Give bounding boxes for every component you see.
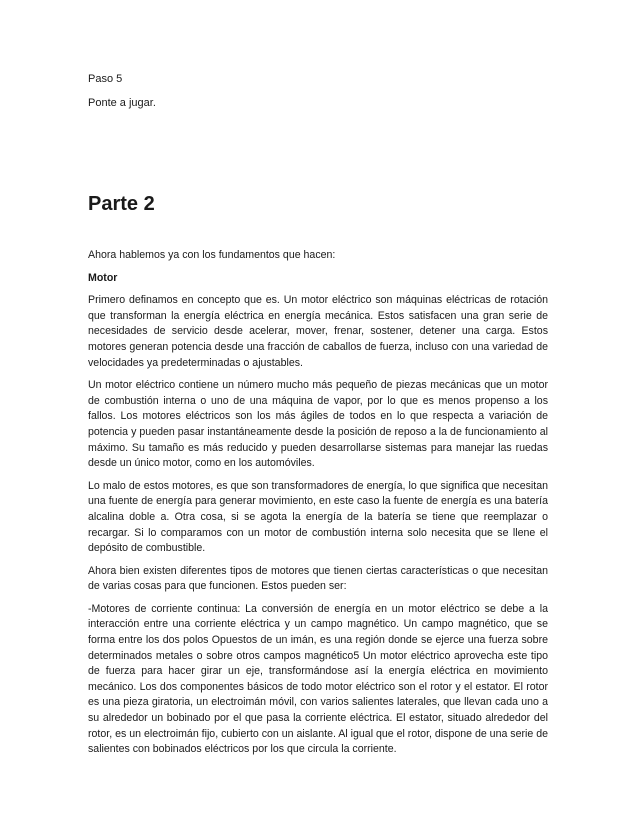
paragraph-components: Un motor eléctrico contiene un número mucho más pequeño de piezas mecánicas que un motor de combustión interna o uno de una máquina de vapor, por lo que es menos propenso a los fallos. Los motores eléctricos son los más ágiles de todos en lo que respecta a variación de potencia y pueden pasar instantáneamente desde la posición de reposo a la de funcionamiento al máximo. Su tamaño es más reducido y pueden desarrollarse sistemas para manejar las ruedas desde un único motor, como en los automóviles.: [88, 379, 548, 470]
section-body: [88, 248, 548, 765]
section-title: Parte 2: [88, 193, 155, 215]
paragraph-dc-motors: -Motores de corriente continua: La conversión de energía en un motor eléctrico se debe a la interacción entre una corriente eléctrica y un campo magnético. Un campo magnético, que se forma entre los dos polos Opuestos de un imán, es una región donde se ejerce una fuerza sobre determinados metales o sobre otros campos magnético5 Un motor eléctrico aprovecha este tipo de fuerza para hacer girar un eje, transformándose así la energía eléctrica en movimiento mecánico. Los dos componentes básicos de todo motor eléctrico son el rotor y el estator. El rotor es una pieza giratoria, un electroimán móvil, con varios salientes laterales, que llevan cada uno a su alrededor un bobinado por el que pasa la corriente eléctrica. El estator, situado alrededor del rotor, es un electroimán fijo, cubierto con un aislante. Al igual que el rotor, dispone de una serie de salientes con bobinados eléctricos por los que circula la corriente.: [88, 602, 548, 756]
intro-paragraph: Ahora hablemos ya con los fundamentos que hacen:: [88, 249, 336, 261]
step-subtitle: Ponte a jugar.: [88, 97, 156, 109]
paragraph-types-intro: Ahora bien existen diferentes tipos de motores que tienen ciertas características o que necesitan de varias cosas para que funcionen. Estos pueden ser:: [88, 564, 548, 593]
paragraph-definition: Primero definamos en concepto que es. Un motor eléctrico son máquinas eléctricas de rotación que transforman la energía eléctrica en energía mecánica. Estos satisfacen una gran serie de necesidades de servicio desde acelerar, mover, frenar, sostener, detener una carga. Estos motores generan potencia desde una fracción de caballos de fuerza, incluso con una variedad de velocidades ya predeterminadas o ajustables.: [88, 294, 548, 369]
paragraph-drawbacks: Lo malo de estos motores, es que son transformadores de energía, lo que significa que necesitan una fuente de energía para generar movimiento, en este caso la fuente de energía es una batería alcalina doble a. Otra cosa, si se agota la energía de la batería se tiene que reemplazar o recargar. Si lo comparamos con un motor de combustión interna solo necesita que se llene el depósito de combustible.: [88, 479, 548, 555]
motor-label: Motor: [88, 271, 118, 284]
step-label: Paso 5: [88, 73, 123, 85]
